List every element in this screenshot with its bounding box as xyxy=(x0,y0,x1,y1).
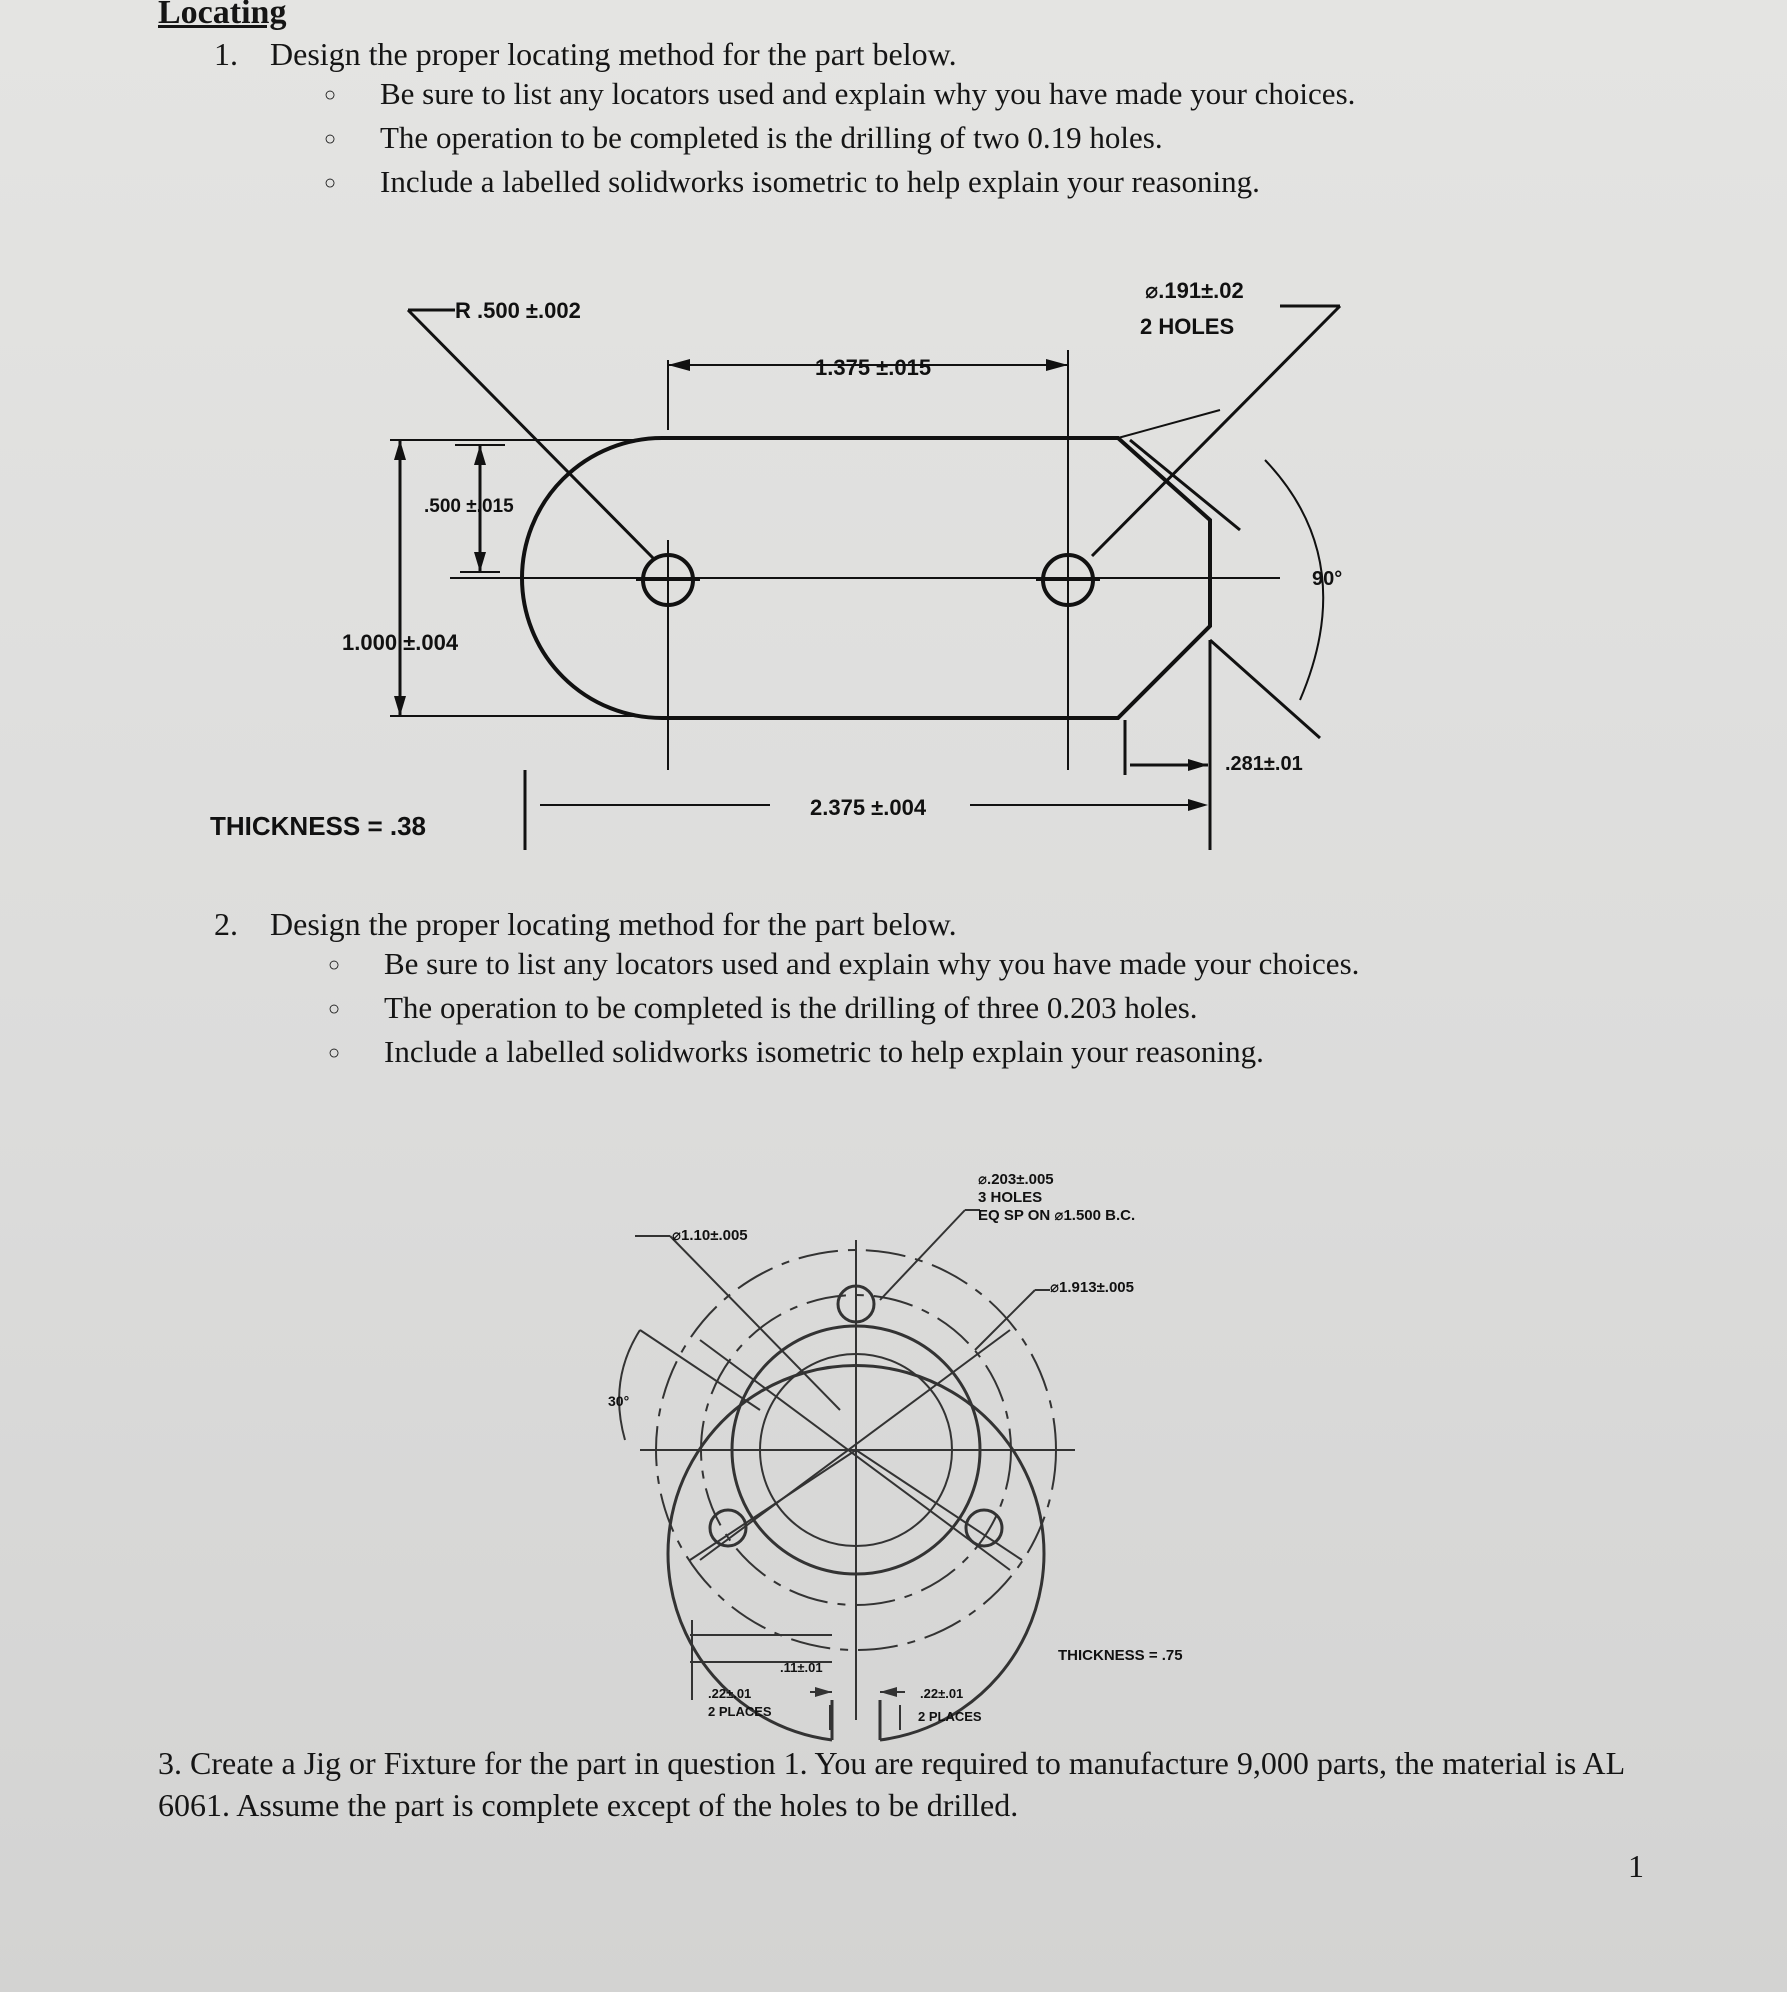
dim-angle-2: 30° xyxy=(608,1393,630,1409)
dim-chamfer: .281±.01 xyxy=(1225,753,1303,775)
bullet-circle-icon: ○ xyxy=(324,172,337,194)
list-item: ○ The operation to be completed is the drilling of two 0.19 holes. xyxy=(324,116,1355,160)
bullet-circle-icon: ○ xyxy=(328,1042,341,1064)
bullet-circle-icon: ○ xyxy=(328,998,341,1020)
list-item: ○ Be sure to list any locators used and explain why you have made your choices. xyxy=(328,942,1359,986)
dim-thickness-2: THICKNESS = .75 xyxy=(1058,1647,1183,1664)
dim-inner-diameter: ⌀1.913±.005 xyxy=(1050,1279,1134,1296)
question-3 xyxy=(158,1742,1638,1826)
bullet-circle-icon: ○ xyxy=(324,84,337,106)
bullet-circle-icon: ○ xyxy=(324,128,337,150)
question-3-number: 3. xyxy=(158,1745,182,1781)
question-2-number: 2. xyxy=(214,906,238,942)
dim-left-places: 2 PLACES xyxy=(708,1704,772,1719)
page-number: 1 xyxy=(1628,1848,1644,1884)
dim-width: 1.000 ±.004 xyxy=(342,630,459,655)
question-1-text: Design the proper locating method for the part below. xyxy=(270,36,957,72)
dim-right-places: 2 PLACES xyxy=(918,1709,982,1724)
dim-outer-diameter: ⌀1.10±.005 xyxy=(672,1227,748,1244)
dim-angle: 90° xyxy=(1312,568,1343,590)
list-item: ○ Be sure to list any locators used and explain why you have made your choices. xyxy=(324,72,1355,116)
dim-center-distance: 1.375 ±.015 xyxy=(815,355,932,380)
list-item: ○ Include a labelled solidworks isometric to help explain your reasoning. xyxy=(328,1030,1359,1074)
dim-slot-width: .11±.01 xyxy=(780,1660,823,1675)
dim-holes-spacing: EQ SP ON ⌀1.500 B.C. xyxy=(978,1207,1136,1224)
dim-holes-diameter-2: ⌀.203±.005 xyxy=(978,1171,1054,1188)
dim-half-width: .500 ±.015 xyxy=(424,496,514,517)
bullet-circle-icon: ○ xyxy=(328,954,341,976)
dim-length: 2.375 ±.004 xyxy=(810,795,927,820)
dim-holes-diameter: ⌀.191±.02 xyxy=(1145,278,1244,303)
question-1-number: 1. xyxy=(214,36,238,72)
list-item: ○ Include a labelled solidworks isometric to help explain your reasoning. xyxy=(324,160,1355,204)
dim-holes-count-2: 3 HOLES xyxy=(978,1189,1043,1206)
dim-right-offset: .22±.01 xyxy=(920,1686,964,1701)
list-item: ○ The operation to be completed is the drilling of three 0.203 holes. xyxy=(328,986,1359,1030)
section-heading: Locating xyxy=(158,0,287,31)
question-3-text: Create a Jig or Fixture for the part in question 1. You are required to manufacture 9,000 parts, the material is AL 6061. Assume the part is complete except of the holes to be drilled. xyxy=(158,1745,1624,1823)
dim-left-offset: .22±.01 xyxy=(708,1686,752,1701)
question-2-text: Design the proper locating method for the part below. xyxy=(270,906,957,942)
dim-radius: R .500 ±.002 xyxy=(455,298,581,323)
dim-holes-count: 2 HOLES xyxy=(1140,314,1235,339)
dim-thickness: THICKNESS = .38 xyxy=(210,811,427,841)
